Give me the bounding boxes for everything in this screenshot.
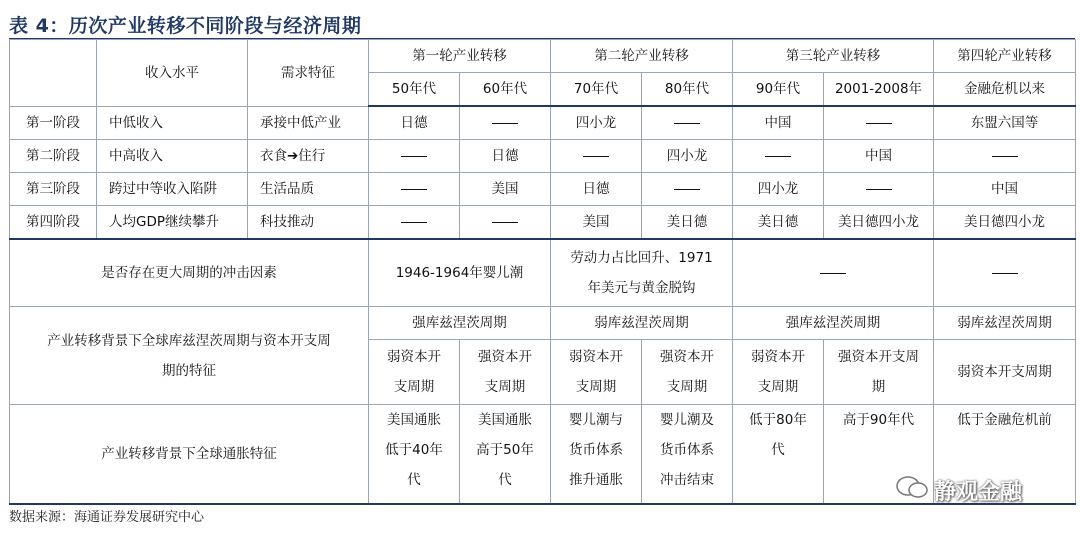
capex-cell [934,340,1076,405]
inflation-cell-line: 代 [407,472,421,488]
stage-cell [460,206,551,240]
inflation-cell-line: 高于90年代 [842,412,915,428]
capex-cell [551,340,642,405]
dash-mark [492,123,518,124]
stage-row [10,140,1076,173]
inflation-cell [460,405,551,505]
inflation-cell [733,405,824,505]
stage-demand: 生活品质 [248,173,369,206]
stage-cell: 中国 [934,173,1076,206]
dash-mark [492,222,518,223]
kuznets-label-line: 产业转移背景下全球库兹涅茨周期与资本开支周 [47,332,331,349]
stage-name: 第二阶段 [10,140,97,173]
capex-cell [460,340,551,405]
dash-mark [820,273,846,274]
stage-row [10,206,1076,240]
industry-transfer-table [9,39,1076,505]
capex-cell-line: 支周期 [393,379,435,395]
capex-cell-line: 支周期 [575,379,617,395]
stage-income: 跨过中等收入陷阱 [97,173,248,206]
capex-cell-line: 弱资本开 [387,349,441,365]
dash-mark [674,189,700,190]
stage-cell [824,106,934,140]
capex-cell-line: 弱资本开支周期 [957,364,1052,380]
inflation-cell-line: 货币体系 [660,442,714,458]
stage-cell [824,173,934,206]
stage-cell: 美日德四小龙 [934,206,1076,240]
inflation-cell-line: 婴儿潮与 [569,412,623,428]
period-cell: 60年代 [460,73,551,107]
dash-mark [866,189,892,190]
stage-income: 人均GDP继续攀升 [97,206,248,240]
inflation-cell-line: 高于50年 [476,442,534,458]
inflation-cell [551,405,642,505]
stage-demand: 承接中低产业 [248,106,369,140]
capex-cell-line: 弱资本开 [569,349,623,365]
period-cell: 2001-2008年 [824,73,934,107]
inflation-cell-line: 代 [498,472,512,488]
stage-cell [642,106,733,140]
stage-cell: 美日德 [642,206,733,240]
table-title: 表 4：历次产业转移不同阶段与经济周期 [9,15,362,37]
period-cell: 80年代 [642,73,733,107]
stage-demand: 科技推动 [248,206,369,240]
header-income-level: 收入水平 [97,40,248,107]
stage-income: 中低收入 [97,106,248,140]
stage-cell [460,106,551,140]
header-round-1: 第一轮产业转移 [369,40,551,73]
kuznets-cycle-round-4: 弱库兹涅茨周期 [934,307,1076,340]
bigger-cycle-label: 是否存在更大周期的冲击因素 [10,239,369,307]
stage-cell [934,140,1076,173]
stage-cell: 日德 [551,173,642,206]
stage-cell [369,173,460,206]
kuznets-cycle-round-3: 强库兹涅茨周期 [733,307,934,340]
stage-cell: 美日德 [733,206,824,240]
inflation-cell-line: 婴儿潮及 [660,412,714,428]
source-note: 数据来源：海通证券发展研究中心 [9,510,205,525]
stage-rows [10,106,1076,239]
stage-name: 第一阶段 [10,106,97,140]
stage-cell [551,140,642,173]
period-cell: 50年代 [369,73,460,107]
corner-cell [10,40,97,107]
bigger-cycle-row [10,239,1076,307]
period-cell: 70年代 [551,73,642,107]
stage-cell: 日德 [460,140,551,173]
stage-cell: 美日德四小龙 [824,206,934,240]
period-cell: 金融危机以来 [934,73,1076,107]
capex-cell [642,340,733,405]
bigger-cycle-round-2-line: 年美元与黄金脱钩 [587,280,696,296]
bigger-cycle-round-4 [934,239,1076,307]
dash-mark [401,189,427,190]
bigger-cycle-round-2-line: 劳动力占比回升、1971 [570,250,713,266]
inflation-cell [369,405,460,505]
dash-mark [992,156,1018,157]
stage-demand: 衣食➔住行 [248,140,369,173]
wechat-icon [895,475,929,499]
inflation-label: 产业转移背景下全球通胀特征 [10,405,369,505]
inflation-cell-line: 冲击结束 [660,472,714,488]
period-cell: 90年代 [733,73,824,107]
stage-cell: 美国 [460,173,551,206]
dash-mark [401,222,427,223]
capex-cell-line: 支周期 [666,379,708,395]
stage-income: 中高收入 [97,140,248,173]
stage-cell [642,173,733,206]
capex-cell-line: 弱资本开 [751,349,805,365]
bigger-cycle-round-1: 1946-1964年婴儿潮 [369,239,551,307]
header-round-3: 第三轮产业转移 [733,40,934,73]
dash-mark [992,273,1018,274]
inflation-cell-line: 美国通胀 [387,412,441,428]
capex-cell-line: 支周期 [757,379,799,395]
stage-name: 第三阶段 [10,173,97,206]
stage-cell [733,140,824,173]
watermark-text: 静观金融 [934,480,1023,505]
header-round-4: 第四轮产业转移 [934,40,1076,73]
kuznets-cycle-round-1: 强库兹涅茨周期 [369,307,551,340]
capex-cell-line: 期 [871,379,886,395]
kuznets-cycle-round-2: 弱库兹涅茨周期 [551,307,733,340]
stage-row [10,106,1076,140]
stage-cell [369,206,460,240]
stage-cell: 中国 [733,106,824,140]
stage-row [10,173,1076,206]
inflation-cell-line: 低于金融危机前 [957,412,1052,428]
dash-mark [401,156,427,157]
stage-cell: 四小龙 [642,140,733,173]
bigger-cycle-round-2 [551,239,733,307]
capex-cell [369,340,460,405]
inflation-cell-line: 货币体系 [569,442,623,458]
dash-mark [866,123,892,124]
stage-cell: 美国 [551,206,642,240]
inflation-cell-line: 推升通胀 [569,472,623,488]
inflation-cell-line: 低于80年 [749,412,807,428]
stage-cell: 四小龙 [551,106,642,140]
dash-mark [674,123,700,124]
header-row-rounds [10,40,1076,73]
inflation-cell-line: 低于40年 [385,442,443,458]
capex-cell-line: 强资本开 [660,349,714,365]
capex-cell-line: 强资本开支周 [838,349,919,365]
inflation-cell-line: 代 [771,442,785,458]
stage-cell: 中国 [824,140,934,173]
capex-cell [733,340,824,405]
inflation-cell [642,405,733,505]
capex-cell-line: 强资本开 [478,349,532,365]
dash-mark [765,156,791,157]
stage-name: 第四阶段 [10,206,97,240]
stage-cell [369,140,460,173]
stage-cell: 四小龙 [733,173,824,206]
bigger-cycle-round-3 [733,239,934,307]
header-round-2: 第二轮产业转移 [551,40,733,73]
kuznets-row [10,307,1076,340]
stage-cell: 东盟六国等 [934,106,1076,140]
kuznets-label-line: 期的特征 [162,362,216,379]
capex-cell-line: 支周期 [484,379,526,395]
inflation-cell-line: 美国通胀 [478,412,532,428]
capex-cell [824,340,934,405]
stage-cell: 日德 [369,106,460,140]
header-demand-feature: 需求特征 [248,40,369,107]
dash-mark [583,156,609,157]
kuznets-label [10,307,369,405]
